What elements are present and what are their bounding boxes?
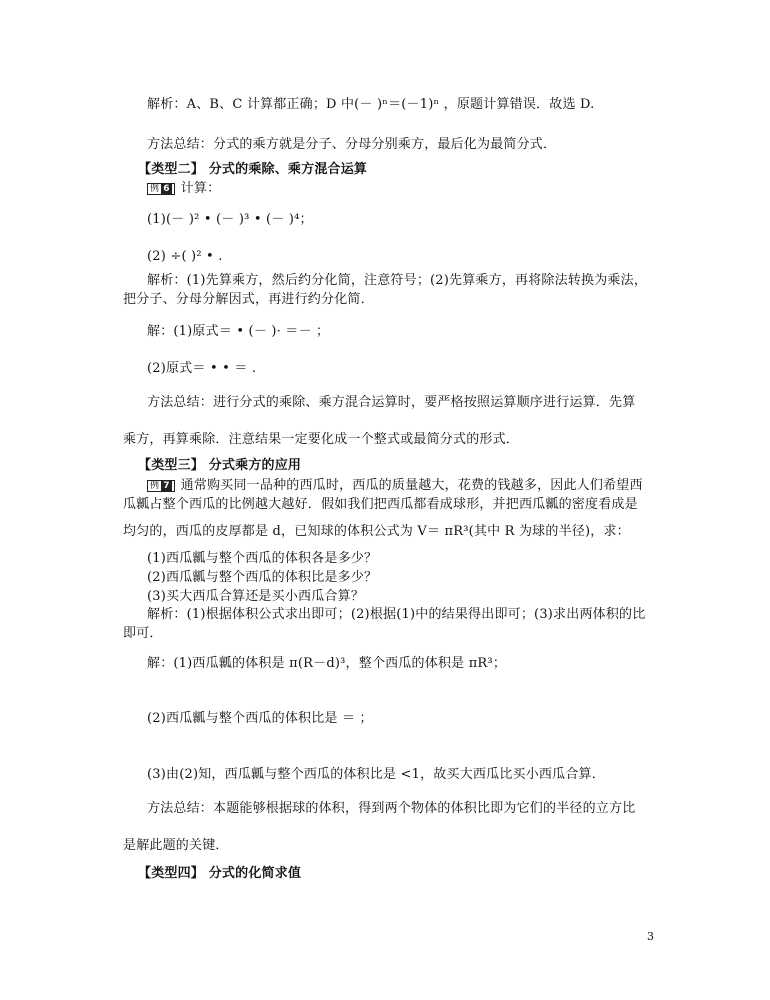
solution-7-3: (3)由(2)知，西瓜瓤与整个西瓜的体积比是 <1，故买大西瓜比买小西瓜合算． xyxy=(147,767,605,782)
example-7-line-2: 瓜瓤占整个西瓜的比例越大越好．假如我们把西瓜都看成球形，并把西瓜瓤的密度看成是 xyxy=(123,497,638,512)
method-summary-3-line-2: 是解此题的关键． xyxy=(123,838,229,853)
problem-1: (1)(－ )² • (－ )³ • (－ )⁴； xyxy=(147,212,313,227)
section-heading-type-4: 【类型四】 分式的化简求值 xyxy=(138,866,302,881)
section-heading-type-3: 【类型三】 分式乘方的应用 xyxy=(138,458,302,473)
solution-1: 解：(1)原式＝ • (－ )· ＝－ ； xyxy=(147,324,330,339)
page-number: 3 xyxy=(647,930,654,943)
solution-7-2: (2)西瓜瓤与整个西瓜的体积比是 ＝ ； xyxy=(147,711,373,726)
method-summary-3-line-1: 方法总结：本题能够根据球的体积，得到两个物体的体积比即为它们的半径的立方比 xyxy=(147,801,636,816)
method-summary-2-line-2: 乘方，再算乘除．注意结果一定要化成一个整式或最简分式的形式． xyxy=(123,432,520,447)
example-badge: 例 7 xyxy=(147,480,175,492)
analysis-line-1: 解析：(1)先算乘方，然后约分化简，注意符号；(2)先算乘方，再将除法转换为乘法， xyxy=(147,273,648,288)
problem-2: (2) ÷( )² • . xyxy=(147,249,223,264)
question-2: (2)西瓜瓤与整个西瓜的体积比是多少？ xyxy=(147,570,378,585)
analysis-7-line-2: 即可． xyxy=(123,626,163,641)
section-heading-type-2: 【类型二】 分式的乘除、乘方混合运算 xyxy=(138,162,368,177)
analysis-7-line-1: 解析：(1)根据体积公式求出即可；(2)根据(1)中的结果得出即可；(3)求出两体积的比 xyxy=(147,607,646,622)
analysis-line-2: 把分子、分母分解因式，再进行约分化简． xyxy=(123,292,374,307)
analysis-line-d: 解析：A、B、C 计算都正确；D 中(－ )ⁿ＝(－1)ⁿ ，原题计算错误．故选 D. xyxy=(147,97,595,112)
question-3: (3)买大西瓜合算还是买小西瓜合算？ xyxy=(147,589,365,604)
question-1: (1)西瓜瓤与整个西瓜的体积各是多少？ xyxy=(147,551,378,566)
solution-2: (2)原式＝ • • ＝ . xyxy=(147,361,257,376)
method-summary-2-line-1: 方法总结：进行分式的乘除、乘方混合运算时，要严格按照运算顺序进行运算．先算 xyxy=(147,395,636,410)
example-7-line-3: 均匀的，西瓜的皮厚都是 d，已知球的体积公式为 V＝ πR³(其中 R 为球的半径)，求： xyxy=(123,524,630,539)
example-badge: 例 6 xyxy=(147,183,175,195)
example-6-label: 例 6 计算： xyxy=(147,181,220,197)
method-summary-1: 方法总结：分式的乘方就是分子、分母分别乘方，最后化为最简分式． xyxy=(147,137,557,152)
solution-7-1: 解：(1)西瓜瓤的体积是 π(R－d)³，整个西瓜的体积是 πR³； xyxy=(147,656,507,671)
example-7-line-1: 例 7 通常购买同一品种的西瓜时，西瓜的质量越大，花费的钱越多，因此人们希望西 xyxy=(147,478,643,494)
